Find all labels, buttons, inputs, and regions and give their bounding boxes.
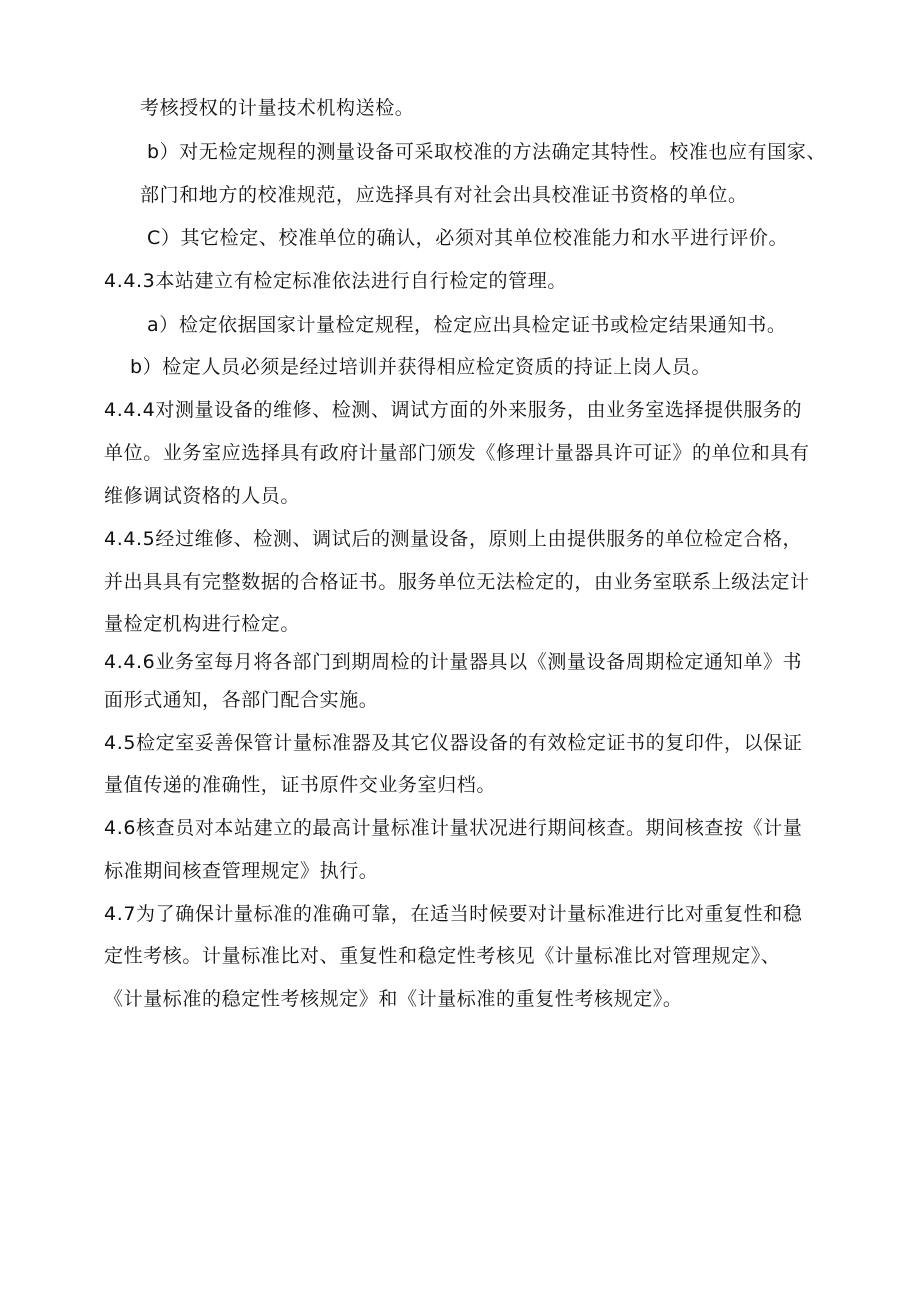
text-line-19: 标准期间核查管理规定》执行。 [104,860,379,882]
text-line-13: 量检定机构进行检定。 [104,613,301,635]
text-line-18: 4.6核查员对本站建立的最高计量标准计量状况进行期间核查。期间核查按《计量 [104,817,803,839]
text-line-22: 《计量标准的稳定性考核规定》和《计量标准的重复性考核规定》。 [104,988,683,1010]
text-line-8: 4.4.4对测量设备的维修、检测、调试方面的外来服务，由业务室选择提供服务的 [104,399,803,421]
text-line-2: b）对无检定规程的测量设备可采取校准的方法确定其特性。校准也应有国家、 [147,141,827,163]
text-line-17: 量值传递的准确性，证书原件交业务室归档。 [104,774,497,796]
text-line-4: C）其它检定、校准单位的确认，必须对其单位校准能力和水平进行评价。 [147,227,789,249]
text-line-3: 部门和地方的校准规范，应选择具有对社会出具校准证书资格的单位。 [140,184,748,206]
text-line-9: 单位。业务室应选择具有政府计量部门颁发《修理计量器具许可证》的单位和具有 [104,442,810,464]
text-line-1: 考核授权的计量技术机构送检。 [140,97,415,119]
text-line-21: 定性考核。计量标准比对、重复性和稳定性考核见《计量标准比对管理规定》、 [104,945,781,967]
text-line-16: 4.5检定室妥善保管计量标准器及其它仪器设备的有效检定证书的复印件，以保证 [104,732,803,754]
text-line-14: 4.4.6业务室每月将各部门到期周检的计量器具以《测量设备周期检定通知单》书 [104,651,803,673]
text-line-15: 面形式通知，各部门配合实施。 [104,689,379,711]
text-line-7: b）检定人员必须是经过培训并获得相应检定资质的持证上岗人员。 [130,356,712,378]
text-line-6: a）检定依据国家计量检定规程，检定应出具检定证书或检定结果通知书。 [147,314,787,336]
text-line-12: 并出具具有完整数据的合格证书。服务单位无法检定的，由业务室联系上级法定计 [104,571,810,593]
text-line-20: 4.7为了确保计量标准的准确可靠，在适当时候要对计量标准进行比对重复性和稳 [104,903,803,925]
text-line-5: 4.4.3本站建立有检定标准依法进行自行检定的管理。 [104,270,567,292]
text-line-11: 4.4.5经过维修、检测、调试后的测量设备，原则上由提供服务的单位检定合格， [104,528,803,550]
text-line-10: 维修调试资格的人员。 [104,485,301,507]
